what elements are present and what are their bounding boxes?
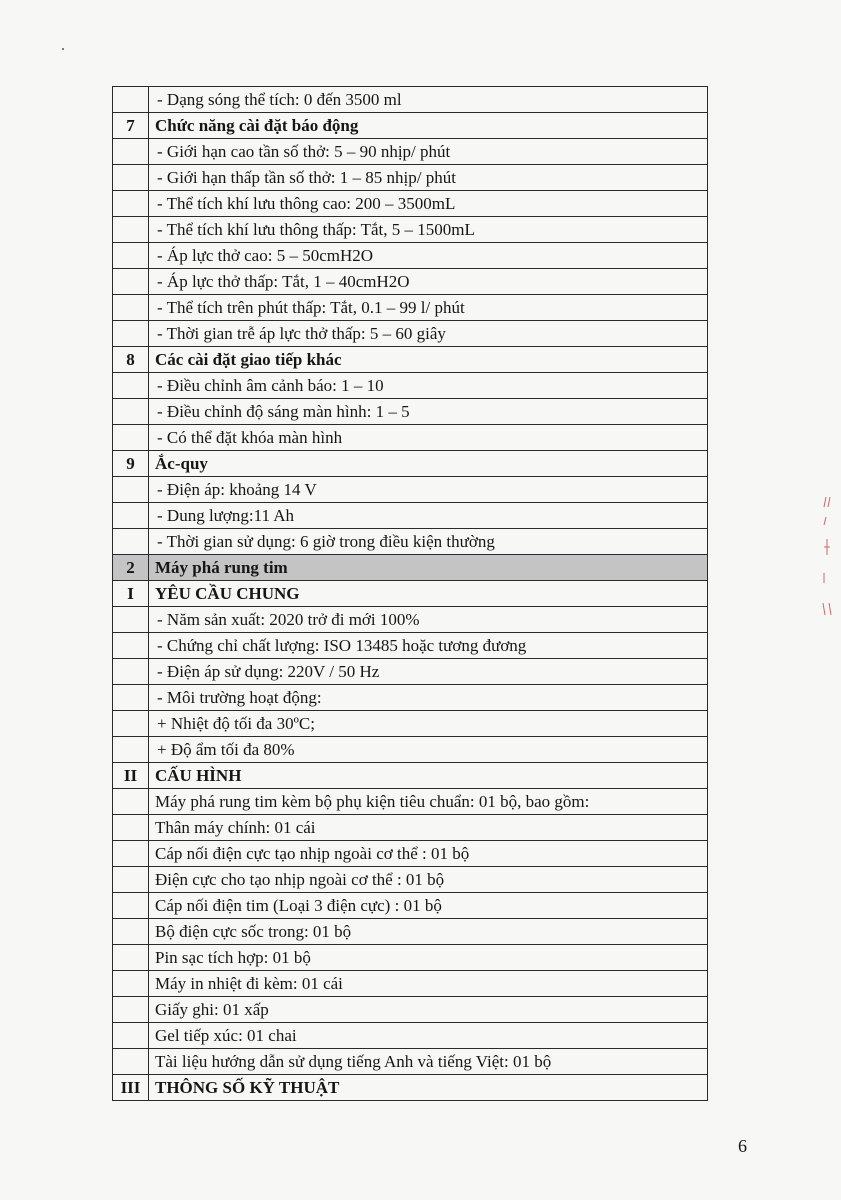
row-number <box>113 919 149 945</box>
row-number <box>113 373 149 399</box>
table-row <box>113 451 708 477</box>
row-text: Máy in nhiệt đi kèm: 01 cái <box>149 971 708 997</box>
row-number <box>113 269 149 295</box>
row-number <box>113 893 149 919</box>
table-row <box>113 581 708 607</box>
row-number: 9 <box>113 451 149 477</box>
row-text: Gel tiếp xúc: 01 chai <box>149 1023 708 1049</box>
row-number: III <box>113 1075 149 1101</box>
table-row <box>113 711 708 737</box>
row-text: CẤU HÌNH <box>149 763 708 789</box>
row-text: YÊU CẦU CHUNG <box>149 581 708 607</box>
row-text: - Điều chỉnh độ sáng màn hình: 1 – 5 <box>149 399 708 425</box>
table-row <box>113 165 708 191</box>
row-number <box>113 945 149 971</box>
row-text: - Năm sản xuất: 2020 trở đi mới 100% <box>149 607 708 633</box>
table-row <box>113 373 708 399</box>
table-row <box>113 841 708 867</box>
row-text: - Dung lượng:11 Ah <box>149 503 708 529</box>
table-row <box>113 867 708 893</box>
table-row <box>113 737 708 763</box>
row-text: Máy phá rung tim kèm bộ phụ kiện tiêu chuẩn: 01 bộ, bao gồm: <box>149 789 708 815</box>
row-text: + Độ ẩm tối đa 80% <box>149 737 708 763</box>
margin-handwriting-marks <box>818 495 838 635</box>
table-row <box>113 919 708 945</box>
row-text: - Chứng chỉ chất lượng: ISO 13485 hoặc tương đương <box>149 633 708 659</box>
row-text: - Điện áp sử dụng: 220V / 50 Hz <box>149 659 708 685</box>
row-text: - Môi trường hoạt động: <box>149 685 708 711</box>
table-row <box>113 269 708 295</box>
table-row <box>113 971 708 997</box>
row-number <box>113 685 149 711</box>
row-number: 7 <box>113 113 149 139</box>
row-number <box>113 971 149 997</box>
row-number <box>113 477 149 503</box>
table-row <box>113 815 708 841</box>
row-text: Ắc-quy <box>149 451 708 477</box>
row-number <box>113 529 149 555</box>
table-row <box>113 945 708 971</box>
row-number <box>113 243 149 269</box>
table-row <box>113 555 708 581</box>
row-text: - Điều chỉnh âm cảnh báo: 1 – 10 <box>149 373 708 399</box>
row-text: - Áp lực thở thấp: Tắt, 1 – 40cmH2O <box>149 269 708 295</box>
table-row <box>113 113 708 139</box>
table-row <box>113 321 708 347</box>
row-number <box>113 1023 149 1049</box>
table-row <box>113 607 708 633</box>
table-row <box>113 425 708 451</box>
row-text: Điện cực cho tạo nhịp ngoài cơ thể : 01 bộ <box>149 867 708 893</box>
row-text: - Giới hạn thấp tần số thở: 1 – 85 nhịp/ phút <box>149 165 708 191</box>
row-number <box>113 737 149 763</box>
row-number <box>113 997 149 1023</box>
row-number: I <box>113 581 149 607</box>
row-text: Tài liệu hướng dẫn sử dụng tiếng Anh và tiếng Việt: 01 bộ <box>149 1049 708 1075</box>
row-text: THÔNG SỐ KỸ THUẬT <box>149 1075 708 1101</box>
scan-speck <box>62 48 64 50</box>
row-number <box>113 217 149 243</box>
row-text: - Dạng sóng thể tích: 0 đến 3500 ml <box>149 87 708 113</box>
row-text: Giấy ghi: 01 xấp <box>149 997 708 1023</box>
row-text: - Thể tích trên phút thấp: Tắt, 0.1 – 99 l/ phút <box>149 295 708 321</box>
table-row <box>113 295 708 321</box>
table-row <box>113 347 708 373</box>
row-number <box>113 633 149 659</box>
row-number <box>113 165 149 191</box>
row-text: Cáp nối điện tim (Loại 3 điện cực) : 01 bộ <box>149 893 708 919</box>
table-row <box>113 217 708 243</box>
table-row <box>113 87 708 113</box>
row-number <box>113 425 149 451</box>
table-row <box>113 139 708 165</box>
row-number <box>113 321 149 347</box>
table-row <box>113 685 708 711</box>
row-text: Chức năng cài đặt báo động <box>149 113 708 139</box>
spec-table-body <box>113 87 708 1101</box>
row-text: Thân máy chính: 01 cái <box>149 815 708 841</box>
row-text: - Điện áp: khoảng 14 V <box>149 477 708 503</box>
row-number: 8 <box>113 347 149 373</box>
table-row <box>113 997 708 1023</box>
row-number <box>113 841 149 867</box>
table-row <box>113 529 708 555</box>
row-number <box>113 815 149 841</box>
row-number: II <box>113 763 149 789</box>
table-row <box>113 763 708 789</box>
row-number <box>113 503 149 529</box>
table-row <box>113 477 708 503</box>
table-row <box>113 1075 708 1101</box>
table-row <box>113 1049 708 1075</box>
row-text: - Thời gian sử dụng: 6 giờ trong điều kiện thường <box>149 529 708 555</box>
table-row <box>113 633 708 659</box>
row-text: - Thời gian trễ áp lực thở thấp: 5 – 60 giây <box>149 321 708 347</box>
row-number <box>113 87 149 113</box>
row-number <box>113 789 149 815</box>
row-number <box>113 607 149 633</box>
row-number <box>113 295 149 321</box>
row-number <box>113 659 149 685</box>
table-row <box>113 789 708 815</box>
row-number: 2 <box>113 555 149 581</box>
row-text: + Nhiệt độ tối đa 30ºC; <box>149 711 708 737</box>
table-row <box>113 399 708 425</box>
row-text: Máy phá rung tim <box>149 555 708 581</box>
spec-table <box>112 86 708 1101</box>
row-text: - Thể tích khí lưu thông thấp: Tắt, 5 – 1500mL <box>149 217 708 243</box>
table-row <box>113 243 708 269</box>
table-row <box>113 659 708 685</box>
row-text: Các cài đặt giao tiếp khác <box>149 347 708 373</box>
row-text: - Có thể đặt khóa màn hình <box>149 425 708 451</box>
table-row <box>113 503 708 529</box>
row-text: Bộ điện cực sốc trong: 01 bộ <box>149 919 708 945</box>
row-number <box>113 139 149 165</box>
row-number <box>113 867 149 893</box>
row-text: - Thể tích khí lưu thông cao: 200 – 3500mL <box>149 191 708 217</box>
row-number <box>113 191 149 217</box>
row-number <box>113 711 149 737</box>
table-row <box>113 1023 708 1049</box>
table-row <box>113 893 708 919</box>
table-row <box>113 191 708 217</box>
row-number <box>113 399 149 425</box>
row-text: Cáp nối điện cực tạo nhịp ngoài cơ thể : 01 bộ <box>149 841 708 867</box>
row-text: Pin sạc tích hợp: 01 bộ <box>149 945 708 971</box>
row-text: - Áp lực thở cao: 5 – 50cmH2O <box>149 243 708 269</box>
row-number <box>113 1049 149 1075</box>
page-number: 6 <box>738 1136 747 1156</box>
row-text: - Giới hạn cao tần số thở: 5 – 90 nhịp/ phút <box>149 139 708 165</box>
